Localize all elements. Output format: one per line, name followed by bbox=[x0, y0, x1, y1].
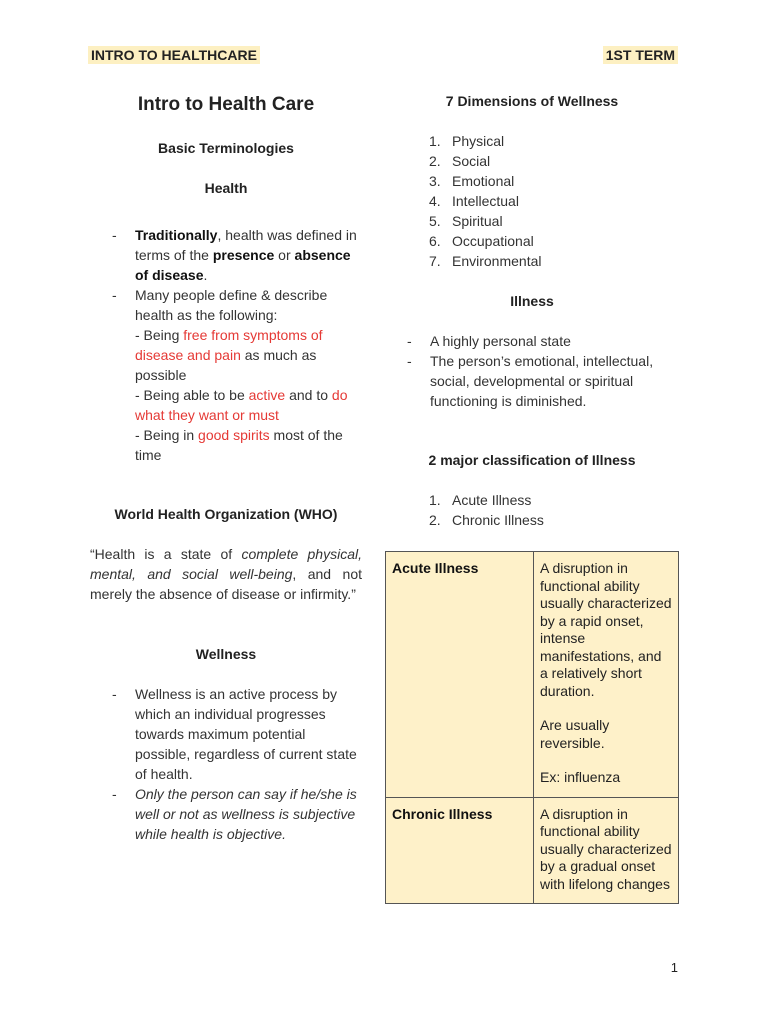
classification-list bbox=[385, 490, 679, 530]
table-row bbox=[386, 797, 679, 904]
dimensions-list bbox=[385, 131, 679, 271]
classification-heading: 2 major classification of Illness bbox=[428, 452, 636, 468]
table-row bbox=[386, 552, 679, 798]
dimension-item: 3. Emotional bbox=[429, 173, 515, 189]
illness-list-item-personal: - A highly personal state bbox=[385, 331, 679, 351]
dimension-item: 2. Social bbox=[429, 153, 491, 169]
acute-illness-description: A disruption in functional ability usually characterized by a rapid onset, intense manifestations, and a relatively short duration. Are usually reversible. Ex: influenza bbox=[534, 552, 679, 798]
header-right: 1ST TERM bbox=[603, 46, 678, 64]
who-heading: World Health Organization (WHO) bbox=[114, 506, 338, 522]
header-left: INTRO TO HEALTHCARE bbox=[88, 46, 260, 64]
who-quote: “Health is a state of complete physical, mental, and social well-being, and not merely the absence of disease or infirmity.” bbox=[90, 546, 362, 602]
health-list-item-traditional: - Traditionally, health was defined in terms of the presence or absence of disease. bbox=[90, 225, 362, 285]
page-number: 1 bbox=[670, 960, 678, 975]
dimension-item: 6. Occupational bbox=[429, 233, 534, 249]
wellness-list-item-process: - Wellness is an active process by which an individual progresses towards maximum potential possible, regardless of current state of health. bbox=[90, 684, 362, 784]
illness-classification-table bbox=[385, 551, 679, 904]
health-heading: Health bbox=[204, 180, 248, 196]
dimension-item: 5. Spiritual bbox=[429, 213, 503, 229]
wellness-list bbox=[90, 684, 362, 844]
chronic-illness-description: A disruption in functional ability usually characterized by a gradual onset with lifelong changes bbox=[534, 797, 679, 904]
basic-terminologies-heading: Basic Terminologies bbox=[158, 140, 294, 156]
dimension-item: 1. Physical bbox=[429, 133, 505, 149]
acute-illness-label: Acute Illness bbox=[386, 552, 534, 798]
classification-item: 2. Chronic Illness bbox=[429, 512, 544, 528]
dimension-item: 7. Environmental bbox=[429, 253, 542, 269]
dimensions-heading: 7 Dimensions of Wellness bbox=[445, 93, 619, 109]
page-title: Intro to Health Care bbox=[137, 94, 315, 115]
illness-list-item-functioning: - The person’s emotional, intellectual, social, developmental or spiritual functioning is diminished. bbox=[385, 351, 679, 411]
classification-item: 1. Acute Illness bbox=[429, 492, 532, 508]
wellness-heading: Wellness bbox=[195, 646, 257, 662]
dimension-item: 4. Intellectual bbox=[429, 193, 519, 209]
illness-list bbox=[385, 331, 679, 411]
wellness-list-item-subjective: - Only the person can say if he/she is well or not as wellness is subjective while health is objective. bbox=[90, 784, 362, 844]
illness-heading: Illness bbox=[510, 293, 554, 309]
health-list bbox=[90, 225, 362, 465]
health-list-item-define: - Many people define & describe health as the following: - Being free from symptoms of disease and pain as much as possible - Being able to be active and to do what they want or must - Being in good spirits most of the time bbox=[90, 285, 362, 465]
chronic-illness-label: Chronic Illness bbox=[386, 797, 534, 904]
